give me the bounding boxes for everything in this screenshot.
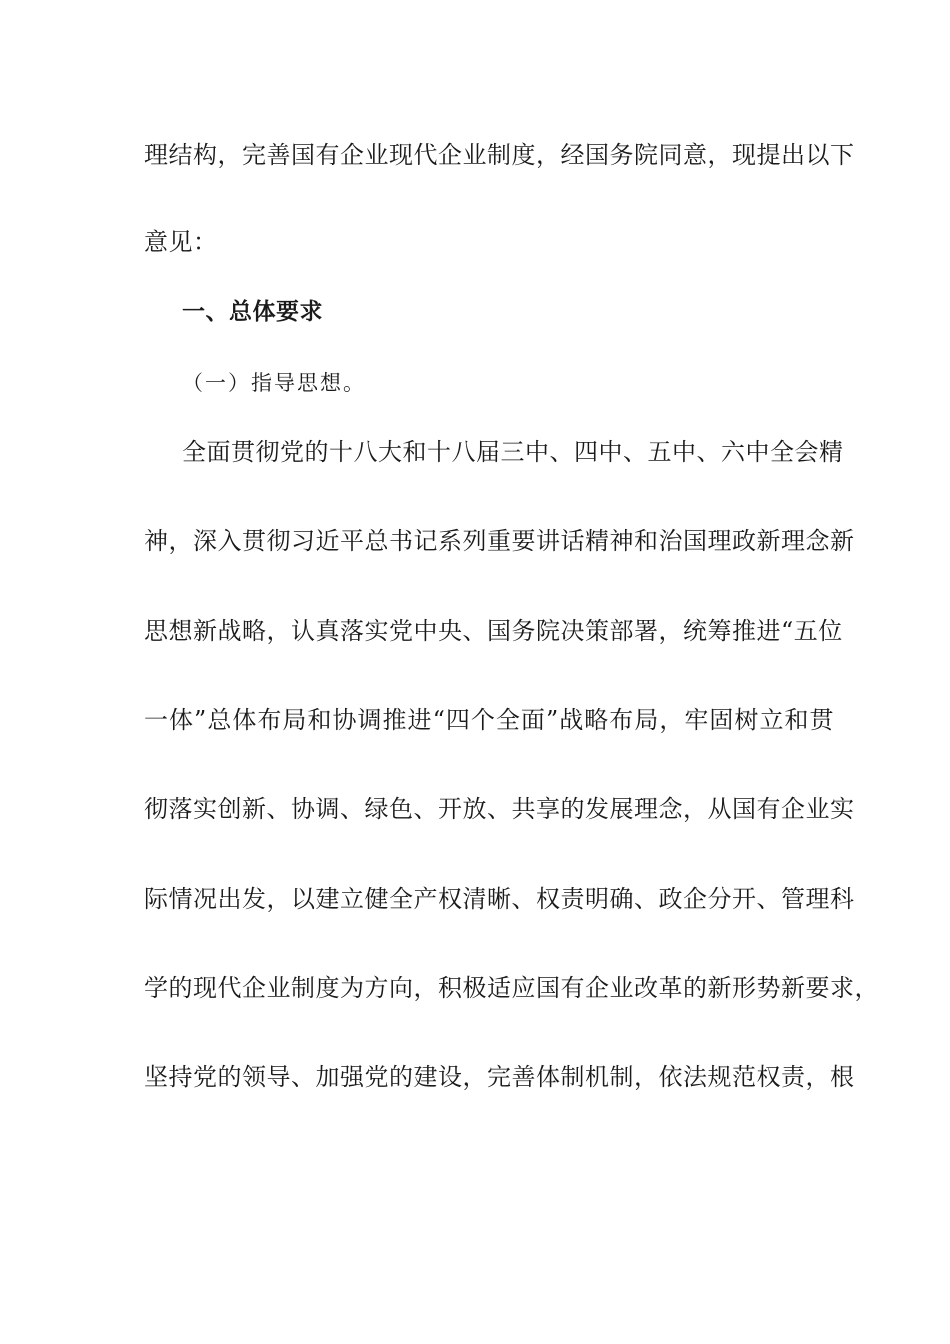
paragraph-line: 全面贯彻党的十八大和十八届三中、四中、五中、六中全会精	[182, 438, 844, 466]
paragraph-line: 思想新战略，认真落实党中央、国务院决策部署，统筹推进“五位	[144, 617, 843, 645]
paragraph-line: 彻落实创新、协调、绿色、开放、共享的发展理念，从国有企业实	[144, 795, 855, 823]
paragraph-line: 一体”总体布局和协调推进“四个全面”战略布局，牢固树立和贯	[144, 706, 834, 734]
paragraph-line: 神，深入贯彻习近平总书记系列重要讲话精神和治国理政新理念新	[144, 527, 855, 555]
paragraph-line: 理结构，完善国有企业现代企业制度，经国务院同意，现提出以下	[144, 141, 855, 169]
paragraph-line: 学的现代企业制度为方向，积极适应国有企业改革的新形势新要求，	[144, 974, 879, 1002]
paragraph-line: 坚持党的领导、加强党的建设，完善体制机制，依法规范权责，根	[144, 1063, 855, 1091]
section-heading: 一、总体要求	[182, 299, 323, 325]
subsection-heading: （一）指导思想。	[182, 371, 366, 395]
paragraph-line: 际情况出发，以建立健全产权清晰、权责明确、政企分开、管理科	[144, 885, 855, 913]
paragraph-line: 意见：	[144, 228, 218, 256]
